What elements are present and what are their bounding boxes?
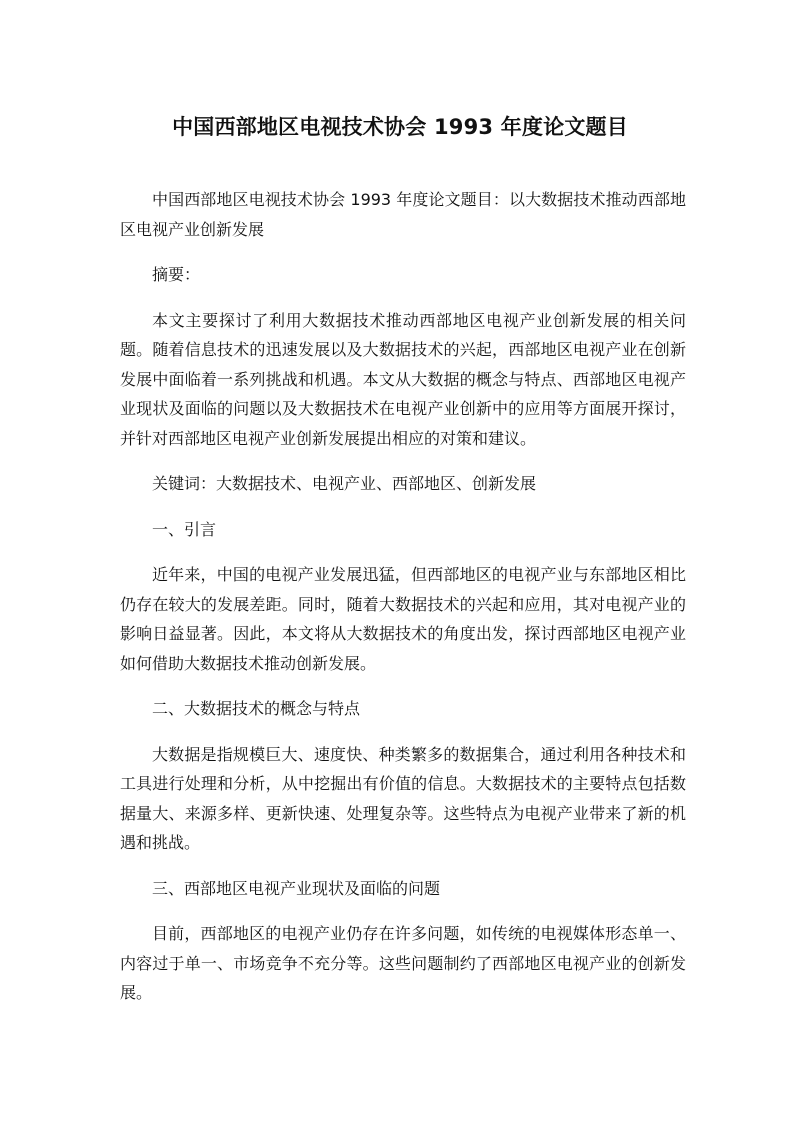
- section-heading-big-data: 二、大数据技术的概念与特点: [152, 699, 361, 718]
- section-heading-western-tv: 三、西部地区电视产业现状及面临的问题: [152, 878, 441, 898]
- keywords-line: 关键词：大数据技术、电视产业、西部地区、创新发展: [152, 474, 537, 493]
- document-body: [120, 185, 686, 1024]
- section-text-big-data: 大数据是指规模巨大、速度快、种类繁多的数据集合，通过利用各种技术和工具进行处理和分析，从中挖掘出有价值的信息。大数据技术的主要特点包括数据量大、来源多样、更新快速、处理复杂等。这些特点为电视产业带来了新的机遇和挑战。: [120, 744, 686, 852]
- section-text-introduction: 近年来，中国的电视产业发展迅猛，但西部地区的电视产业与东部地区相比仍存在较大的发展差距。同时，随着大数据技术的兴起和应用，其对电视产业的影响日益显著。因此，本文将从大数据技术的角度出发，探讨西部地区电视产业如何借助大数据技术推动创新发展。: [120, 565, 686, 673]
- document-title: 中国西部地区电视技术协会 1993 年度论文题目: [172, 115, 628, 139]
- abstract-paragraph: 本文主要探讨了利用大数据技术推动西部地区电视产业创新发展的相关问题。随着信息技术的迅速发展以及大数据技术的兴起，西部地区电视产业在创新发展中面临着一系列挑战和机遇。本文从大数据的概念与特点、西部地区电视产业现状及面临的问题以及大数据技术在电视产业创新中的应用等方面展开探讨，并针对西部地区电视产业创新发展提出相应的对策和建议。: [120, 310, 686, 448]
- section-heading-introduction: 一、引言: [152, 519, 217, 539]
- abstract-label: 摘要：: [152, 265, 201, 284]
- section-text-western-tv: 目前，西部地区的电视产业仍存在许多问题，如传统的电视媒体形态单一、内容过于单一、市场竞争不充分等。这些问题制约了西部地区电视产业的创新发展。: [120, 924, 686, 1002]
- subtitle-paragraph: 中国西部地区电视技术协会 1993 年度论文题目：以大数据技术推动西部地区电视产业创新发展: [120, 190, 686, 239]
